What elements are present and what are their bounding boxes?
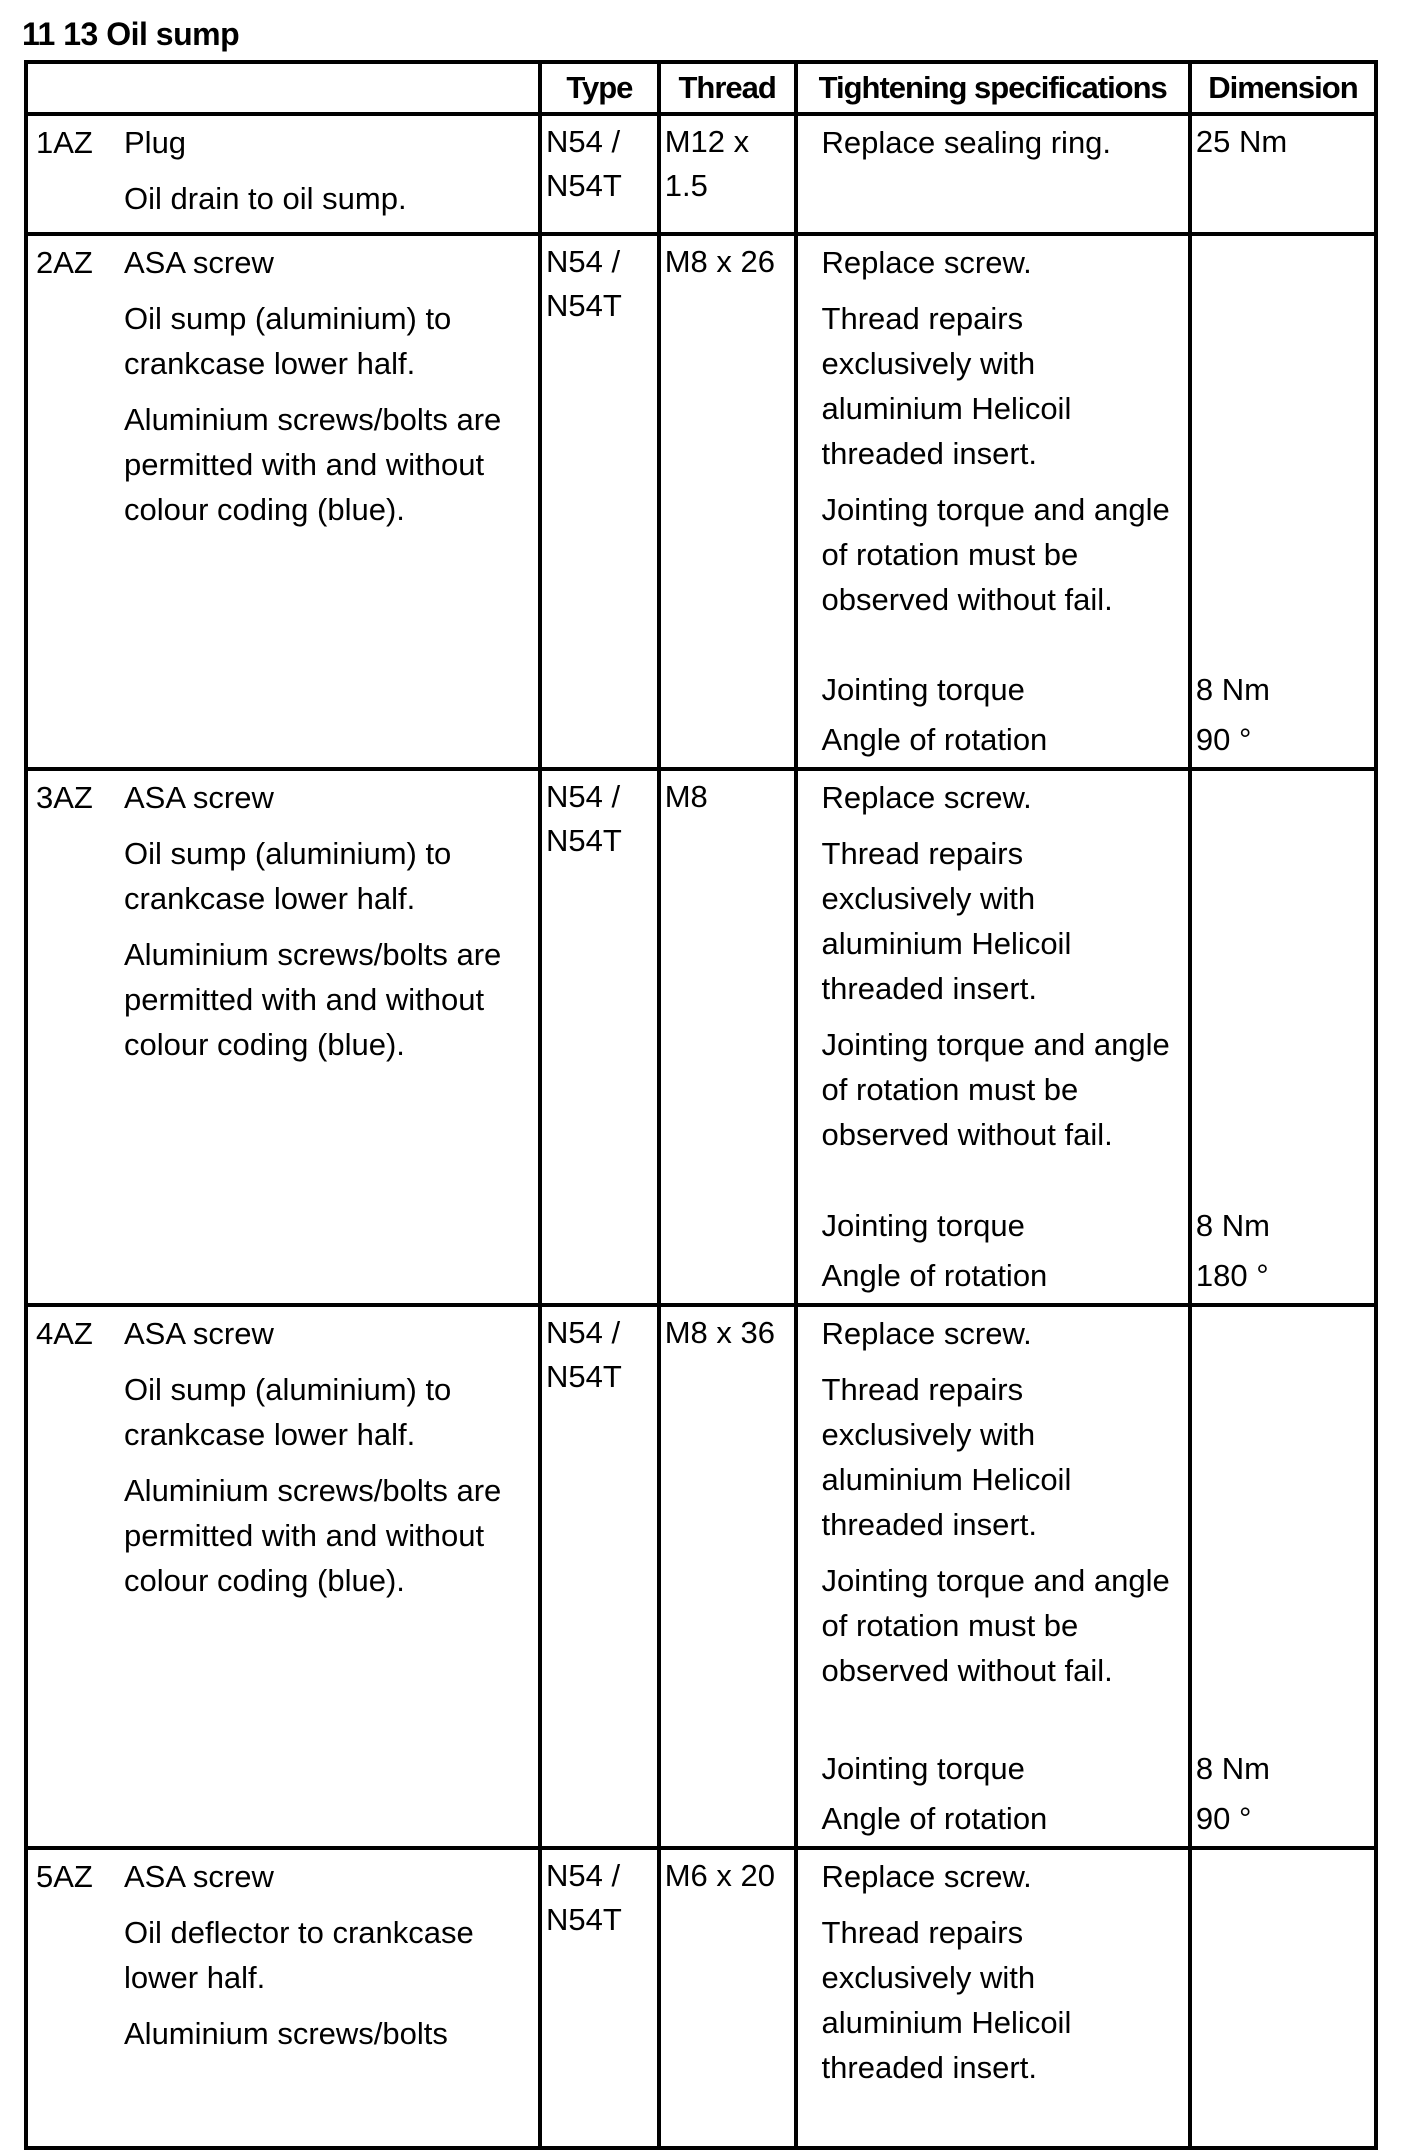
description-line: ASA screw xyxy=(124,245,274,280)
dimension-value xyxy=(1192,236,1374,240)
dimension-value xyxy=(1192,771,1374,775)
description-line: Oil sump (aluminium) to crankcase lower half. xyxy=(124,836,452,916)
description-line: Oil drain to oil sump. xyxy=(124,181,407,216)
table-header-row xyxy=(26,62,1376,114)
type-value: N54 / N54T xyxy=(546,779,622,858)
spec-line: Replace screw. xyxy=(821,780,1032,815)
description-cell xyxy=(26,1848,540,2148)
item-code: 2AZ xyxy=(36,245,93,280)
torque-label: Jointing torque xyxy=(821,1751,1025,1786)
angle-label: Angle of rotation xyxy=(821,722,1048,757)
spec-line: Replace screw. xyxy=(821,245,1032,280)
dimension-cell xyxy=(1190,1305,1376,1848)
header-tightening-specifications: Tightening specifications xyxy=(796,62,1190,114)
table-row xyxy=(26,234,1376,769)
description-line: Aluminium screws/bolts are permitted with and without colour coding (blue). xyxy=(124,937,502,1062)
type-cell xyxy=(540,769,659,1305)
spec-line: Jointing torque and angle of rotation must be observed without fail. xyxy=(821,1027,1170,1152)
spec-line: Thread repairs exclusively with aluminium Helicoil threaded insert. xyxy=(821,301,1072,471)
dimension-cell xyxy=(1190,234,1376,769)
thread-cell xyxy=(659,1305,796,1848)
dimension-cell xyxy=(1190,1848,1376,2148)
description-cell xyxy=(26,234,540,769)
spec-line: Thread repairs exclusively with aluminium Helicoil threaded insert. xyxy=(821,836,1072,1006)
table-row xyxy=(26,1305,1376,1848)
tightening-spec-cell xyxy=(796,114,1190,234)
header-thread: Thread xyxy=(659,62,796,114)
angle-value: 90 ° xyxy=(1195,1801,1252,1836)
tightening-spec-cell xyxy=(796,1848,1190,2148)
angle-label: Angle of rotation xyxy=(821,1258,1048,1293)
description-line: Oil sump (aluminium) to crankcase lower half. xyxy=(124,301,452,381)
thread-cell xyxy=(659,234,796,769)
thread-value: M8 x 36 xyxy=(664,1315,776,1350)
description-line: ASA screw xyxy=(124,1316,274,1351)
spec-line: Replace sealing ring. xyxy=(821,125,1112,160)
thread-cell xyxy=(659,769,796,1305)
table-row xyxy=(26,1848,1376,2148)
type-value: N54 / N54T xyxy=(546,124,622,203)
tightening-spec-cell xyxy=(796,234,1190,769)
type-cell xyxy=(540,1848,659,2148)
header-dimension: Dimension xyxy=(1190,62,1376,114)
description-line: ASA screw xyxy=(124,780,274,815)
tightening-spec-cell xyxy=(796,1305,1190,1848)
description-cell xyxy=(26,114,540,234)
dimension-value xyxy=(1192,1850,1374,1854)
torque-value: 8 Nm xyxy=(1195,672,1270,707)
angle-value: 180 ° xyxy=(1195,1258,1269,1293)
description-line: Aluminium screws/bolts xyxy=(124,2016,448,2051)
thread-value: M8 x 26 xyxy=(664,244,776,279)
section-title: 11 13 Oil sump xyxy=(22,16,240,52)
thread-value: M6 x 20 xyxy=(664,1858,776,1893)
description-cell xyxy=(26,769,540,1305)
dimension-cell xyxy=(1190,114,1376,234)
type-value: N54 / N54T xyxy=(546,1315,622,1394)
thread-cell xyxy=(659,114,796,234)
thread-cell xyxy=(659,1848,796,2148)
thread-value: M12 x 1.5 xyxy=(664,124,750,203)
table-row xyxy=(26,114,1376,234)
type-cell xyxy=(540,234,659,769)
type-cell xyxy=(540,114,659,234)
type-cell xyxy=(540,1305,659,1848)
header-cell-blank xyxy=(26,62,540,114)
description-line: Oil deflector to crankcase lower half. xyxy=(124,1915,474,1995)
angle-label: Angle of rotation xyxy=(821,1801,1048,1836)
type-value: N54 / N54T xyxy=(546,244,622,323)
tightening-spec-table xyxy=(24,60,1378,2150)
item-code: 5AZ xyxy=(36,1859,93,1894)
torque-label: Jointing torque xyxy=(821,672,1025,707)
torque-value: 8 Nm xyxy=(1195,1751,1270,1786)
dimension-value xyxy=(1192,1307,1374,1311)
spec-line: Thread repairs exclusively with aluminium Helicoil threaded insert. xyxy=(821,1372,1072,1542)
header-type: Type xyxy=(540,62,659,114)
item-code: 4AZ xyxy=(36,1316,93,1351)
thread-value: M8 xyxy=(664,779,708,814)
spec-line: Replace screw. xyxy=(821,1859,1032,1894)
description-line: Aluminium screws/bolts are permitted with and without colour coding (blue). xyxy=(124,402,502,527)
spec-line: Thread repairs exclusively with aluminium Helicoil threaded insert. xyxy=(821,1915,1072,2085)
type-value: N54 / N54T xyxy=(546,1858,622,1937)
item-code: 1AZ xyxy=(36,125,93,160)
tightening-spec-cell xyxy=(796,769,1190,1305)
torque-value: 8 Nm xyxy=(1195,1208,1270,1243)
description-line: Plug xyxy=(124,125,187,160)
description-line: ASA screw xyxy=(124,1859,274,1894)
torque-label: Jointing torque xyxy=(821,1208,1025,1243)
dimension-value: 25 Nm xyxy=(1195,124,1288,159)
table-row xyxy=(26,769,1376,1305)
description-line: Oil sump (aluminium) to crankcase lower half. xyxy=(124,1372,452,1452)
dimension-cell xyxy=(1190,769,1376,1305)
spec-line: Replace screw. xyxy=(821,1316,1032,1351)
angle-value: 90 ° xyxy=(1195,722,1252,757)
description-line: Aluminium screws/bolts are permitted with and without colour coding (blue). xyxy=(124,1473,502,1598)
spec-line: Jointing torque and angle of rotation must be observed without fail. xyxy=(821,492,1170,617)
spec-line: Jointing torque and angle of rotation must be observed without fail. xyxy=(821,1563,1170,1688)
description-cell xyxy=(26,1305,540,1848)
item-code: 3AZ xyxy=(36,780,93,815)
